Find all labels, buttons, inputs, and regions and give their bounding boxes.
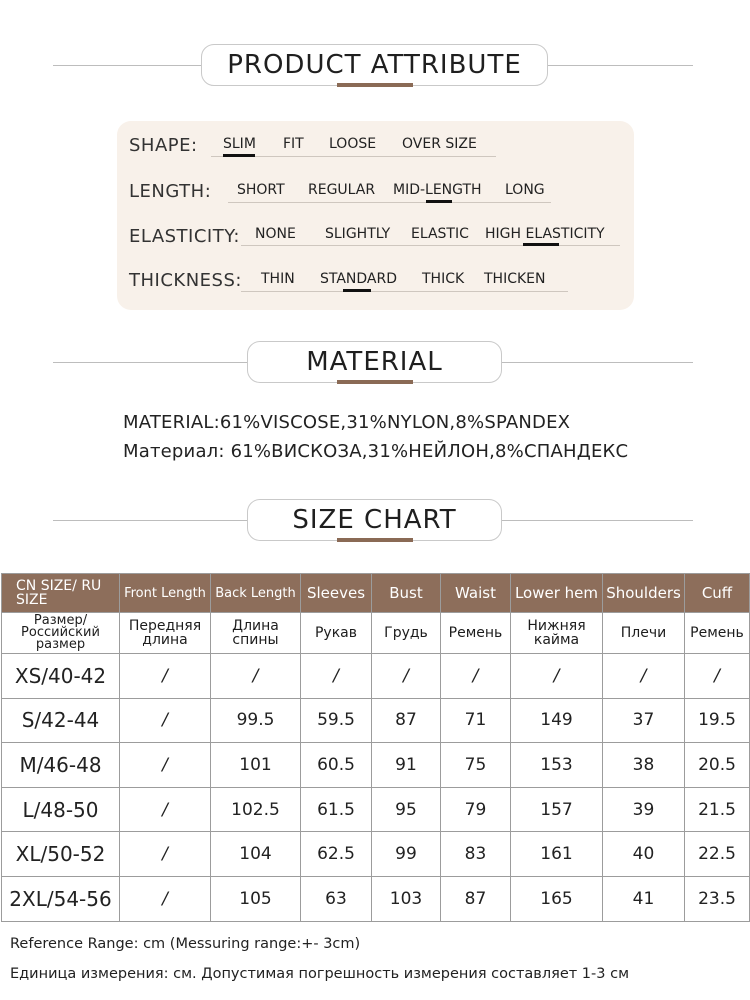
attr-option: SLIM — [223, 136, 256, 152]
header-cell-ru: Ремень — [441, 613, 511, 654]
measurement-cell: 75 — [441, 743, 511, 788]
measurement-cell: / — [120, 743, 211, 788]
header-cell: Lower hem — [511, 574, 603, 613]
size-cell: XL/50-52 — [2, 832, 120, 877]
measurement-cell: 87 — [372, 698, 441, 743]
attr-option: HIGH ELASTICITY — [485, 226, 605, 242]
measurement-cell: 62.5 — [301, 832, 372, 877]
attr-row-length — [129, 176, 211, 206]
measurement-cell: / — [301, 654, 372, 699]
selected-marker — [523, 243, 559, 246]
measurement-cell: 87 — [441, 876, 511, 921]
table-row — [2, 743, 750, 788]
material-text-en: MATERIAL:61%VISCOSE,31%NYLON,8%SPANDEX — [123, 412, 571, 433]
table-row — [2, 654, 750, 699]
measurement-cell: 40 — [603, 832, 685, 877]
measurement-cell: 153 — [511, 743, 603, 788]
title-underline — [337, 380, 413, 384]
header-cell-ru: Плечи — [603, 613, 685, 654]
attr-label: LENGTH: — [129, 180, 212, 202]
header-cell: Shoulders — [603, 574, 685, 613]
measurement-cell: 61.5 — [301, 787, 372, 832]
measurement-cell: 39 — [603, 787, 685, 832]
measurement-cell: / — [211, 654, 301, 699]
selected-marker — [426, 200, 452, 203]
attr-option: SLIGHTLY — [325, 226, 391, 242]
reference-note-en: Reference Range: cm (Messuring range:+- 3cm) — [10, 936, 361, 952]
header-cell: Waist — [441, 574, 511, 613]
measurement-cell: / — [372, 654, 441, 699]
measurement-cell: / — [441, 654, 511, 699]
measurement-cell: 103 — [372, 876, 441, 921]
header-cell: Back Length — [211, 574, 301, 613]
size-chart-title: SIZE CHART — [292, 505, 457, 535]
measurement-cell: 104 — [211, 832, 301, 877]
header-cell-ru: Ремень — [685, 613, 750, 654]
attr-label: THICKNESS: — [129, 269, 242, 291]
measurement-cell: 23.5 — [685, 876, 750, 921]
header-cell-ru: Передняя длина — [120, 613, 211, 654]
attr-label: ELASTICITY: — [129, 225, 240, 247]
attr-option: MID-LENGTH — [393, 182, 482, 198]
measurement-cell: 41 — [603, 876, 685, 921]
section-title-attribute — [201, 44, 548, 86]
selected-marker — [343, 289, 371, 292]
divider-left — [53, 65, 201, 66]
section-title-size-chart — [247, 499, 502, 541]
measurement-cell: 149 — [511, 698, 603, 743]
attribute-title: PRODUCT ATTRIBUTE — [227, 50, 522, 80]
header-cell: Cuff — [685, 574, 750, 613]
table-row — [2, 876, 750, 921]
measurement-cell: / — [685, 654, 750, 699]
measurement-cell: / — [120, 698, 211, 743]
header-cell: CN SIZE/ RU SIZE — [2, 574, 120, 613]
measurement-cell: 59.5 — [301, 698, 372, 743]
size-chart-table — [1, 573, 750, 922]
attr-option: SHORT — [237, 182, 285, 198]
header-cell: Sleeves — [301, 574, 372, 613]
attribute-panel — [117, 121, 634, 310]
attr-option: FIT — [283, 136, 304, 152]
measurement-cell: 19.5 — [685, 698, 750, 743]
measurement-cell: 101 — [211, 743, 301, 788]
attr-option: THICK — [422, 271, 465, 287]
size-cell: M/46-48 — [2, 743, 120, 788]
material-text-ru: Материал: 61%ВИСКОЗА,31%НЕЙЛОН,8%СПАНДЕКС — [123, 441, 629, 462]
attr-option: LOOSE — [329, 136, 377, 152]
selected-marker — [223, 154, 255, 157]
divider-left — [53, 520, 247, 521]
measurement-cell: 95 — [372, 787, 441, 832]
attr-option: REGULAR — [308, 182, 376, 198]
attr-option: STANDARD — [320, 271, 398, 287]
measurement-cell: 99.5 — [211, 698, 301, 743]
header-cell-ru: Рукав — [301, 613, 372, 654]
attr-row-shape — [129, 130, 198, 160]
measurement-cell: 22.5 — [685, 832, 750, 877]
header-row-ru — [2, 613, 750, 654]
size-cell: S/42-44 — [2, 698, 120, 743]
measurement-cell: / — [603, 654, 685, 699]
measurement-cell: 60.5 — [301, 743, 372, 788]
measurement-cell: 91 — [372, 743, 441, 788]
row-rule — [241, 245, 620, 246]
attr-option: OVER SIZE — [402, 136, 477, 152]
divider-right — [548, 65, 693, 66]
header-cell-ru: Нижняя кайма — [511, 613, 603, 654]
measurement-cell: 71 — [441, 698, 511, 743]
table-row — [2, 698, 750, 743]
attr-option: ELASTIC — [411, 226, 469, 242]
table-row — [2, 832, 750, 877]
measurement-cell: 99 — [372, 832, 441, 877]
title-underline — [337, 83, 413, 87]
attr-option: THICKEN — [484, 271, 546, 287]
header-cell: Front Length — [120, 574, 211, 613]
measurement-cell: 157 — [511, 787, 603, 832]
attr-option: NONE — [255, 226, 296, 242]
measurement-cell: 83 — [441, 832, 511, 877]
header-row-en — [2, 574, 750, 613]
measurement-cell: / — [120, 832, 211, 877]
header-cell-ru: Размер/ Российский размер — [2, 613, 120, 654]
attr-option: THIN — [261, 271, 295, 287]
measurement-cell: 37 — [603, 698, 685, 743]
divider-right — [502, 520, 693, 521]
measurement-cell: 79 — [441, 787, 511, 832]
divider-left — [53, 362, 247, 363]
table-row — [2, 787, 750, 832]
measurement-cell: 105 — [211, 876, 301, 921]
attr-row-thickness — [129, 265, 242, 295]
divider-right — [502, 362, 693, 363]
measurement-cell: / — [120, 876, 211, 921]
measurement-cell: 20.5 — [685, 743, 750, 788]
measurement-cell: 63 — [301, 876, 372, 921]
header-cell-ru: Грудь — [372, 613, 441, 654]
row-rule — [228, 202, 551, 203]
attr-row-elasticity — [129, 221, 240, 251]
measurement-cell: 165 — [511, 876, 603, 921]
measurement-cell: / — [120, 787, 211, 832]
attr-option: LONG — [505, 182, 545, 198]
header-cell: Bust — [372, 574, 441, 613]
attr-label: SHAPE: — [129, 134, 198, 156]
measurement-cell: 161 — [511, 832, 603, 877]
reference-note-ru: Единица измерения: см. Допустимая погрешность измерения составляет 1-3 см — [10, 966, 630, 982]
measurement-cell: 102.5 — [211, 787, 301, 832]
title-underline — [337, 538, 413, 542]
row-rule — [241, 291, 568, 292]
size-cell: 2XL/54-56 — [2, 876, 120, 921]
size-cell: L/48-50 — [2, 787, 120, 832]
material-title: MATERIAL — [306, 347, 443, 377]
section-title-material — [247, 341, 502, 383]
measurement-cell: / — [511, 654, 603, 699]
size-cell: XS/40-42 — [2, 654, 120, 699]
measurement-cell: / — [120, 654, 211, 699]
measurement-cell: 38 — [603, 743, 685, 788]
measurement-cell: 21.5 — [685, 787, 750, 832]
header-cell-ru: Длина спины — [211, 613, 301, 654]
